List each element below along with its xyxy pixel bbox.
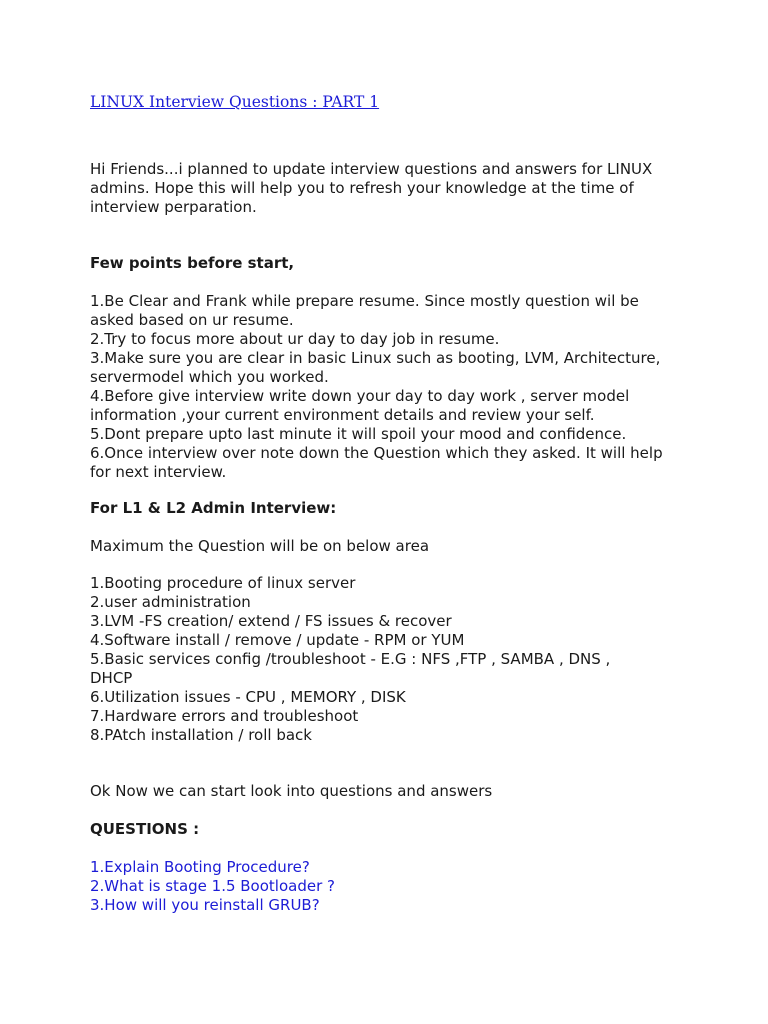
area-line: 8.PAtch installation / roll back	[90, 726, 312, 744]
l1-l2-heading: For L1 & L2 Admin Interview:	[90, 499, 337, 517]
intro-line: Hi Friends...i planned to update interview questions and answers for LINUX	[90, 160, 653, 178]
document-title-link[interactable]: LINUX Interview Questions : PART 1	[90, 93, 380, 111]
area-line: 1.Booting procedure of linux server	[90, 574, 356, 592]
question-link[interactable]: 2.What is stage 1.5 Bootloader ?	[90, 877, 335, 895]
point-line: 3.Make sure you are clear in basic Linux such as booting, LVM, Architecture,	[90, 349, 661, 367]
point-line: 2.Try to focus more about ur day to day job in resume.	[90, 330, 500, 348]
area-line: 5.Basic services config /troubleshoot - E.G : NFS ,FTP , SAMBA , DNS ,	[90, 650, 611, 668]
questions-heading: QUESTIONS :	[90, 820, 200, 838]
area-line: 7.Hardware errors and troubleshoot	[90, 707, 359, 725]
area-line: 4.Software install / remove / update - RPM or YUM	[90, 631, 465, 649]
intro-line: admins. Hope this will help you to refresh your knowledge at the time of	[90, 179, 634, 197]
area-line: DHCP	[90, 669, 133, 687]
point-line: asked based on ur resume.	[90, 311, 294, 329]
point-line: 1.Be Clear and Frank while prepare resume. Since mostly question wil be	[90, 292, 639, 310]
area-line: 6.Utilization issues - CPU , MEMORY , DISK	[90, 688, 406, 706]
intro-line: interview perparation.	[90, 198, 257, 216]
points-list	[90, 292, 690, 482]
point-line: 4.Before give interview write down your day to day work , server model	[90, 387, 630, 405]
point-line: for next interview.	[90, 463, 227, 481]
area-intro: Maximum the Question will be on below area	[90, 537, 430, 555]
question-link[interactable]: 1.Explain Booting Procedure?	[90, 858, 310, 876]
point-line: information ,your current environment details and review your self.	[90, 406, 595, 424]
intro-paragraph	[90, 160, 690, 217]
area-line: 2.user administration	[90, 593, 251, 611]
ok-text: Ok Now we can start look into questions and answers	[90, 782, 493, 800]
point-line: servermodel which you worked.	[90, 368, 329, 386]
point-line: 6.Once interview over note down the Question which they asked. It will help	[90, 444, 663, 462]
points-heading: Few points before start,	[90, 254, 295, 272]
area-line: 3.LVM -FS creation/ extend / FS issues & recover	[90, 612, 452, 630]
question-link[interactable]: 3.How will you reinstall GRUB?	[90, 896, 320, 914]
questions-list	[90, 858, 690, 915]
areas-list	[90, 574, 690, 745]
point-line: 5.Dont prepare upto last minute it will spoil your mood and confidence.	[90, 425, 627, 443]
